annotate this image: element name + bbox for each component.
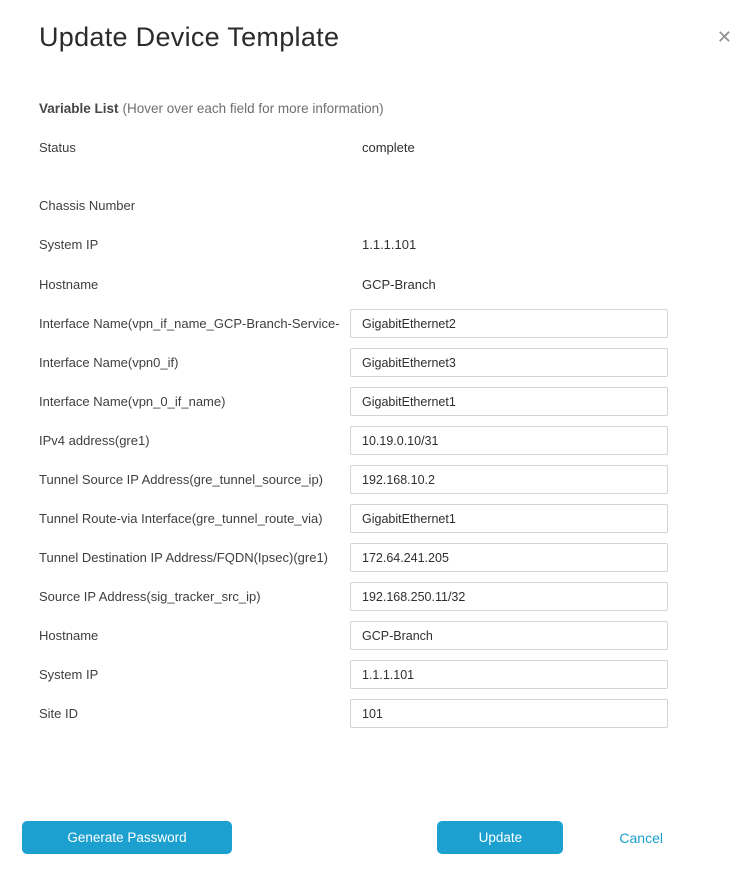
close-icon[interactable]: ✕: [716, 27, 732, 47]
row-interface-name-vpn0-if: [39, 348, 668, 377]
row-status: [39, 139, 668, 155]
variable-list-heading: [39, 101, 752, 117]
site-id-label: Site ID: [39, 706, 79, 721]
row-tunnel-route-via: [39, 504, 668, 533]
row-hostname-static: [39, 276, 668, 292]
ipv4-address-gre1-label: IPv4 address(gre1): [39, 433, 150, 448]
site-id-input[interactable]: [350, 699, 668, 728]
modal-footer: [0, 821, 752, 854]
interface-name-vpn-0-if-name-label: Interface Name(vpn_0_if_name): [39, 394, 226, 409]
interface-name-vpn0-if-input[interactable]: [350, 348, 668, 377]
update-button[interactable]: Update: [437, 821, 563, 854]
row-source-ip-tracker: [39, 582, 668, 611]
interface-name-vpn0-if-label: Interface Name(vpn0_if): [39, 355, 179, 370]
source-ip-tracker-label: Source IP Address(sig_tracker_src_ip): [39, 589, 261, 604]
cancel-button[interactable]: Cancel: [619, 829, 663, 846]
chassis-number-label: Chassis Number: [39, 197, 136, 213]
row-system-ip-input: [39, 660, 668, 689]
hostname-label: Hostname: [39, 276, 99, 292]
status-label: Status: [39, 139, 76, 155]
row-ipv4-address-gre1: [39, 426, 668, 455]
tunnel-route-via-input[interactable]: [350, 504, 668, 533]
row-interface-name-service-vpn: [39, 309, 668, 338]
row-tunnel-destination-ip: [39, 543, 668, 572]
system-ip-label: System IP: [39, 236, 99, 252]
system-ip-value: 1.1.1.101: [362, 236, 417, 252]
variable-list: [39, 139, 668, 728]
interface-name-vpn-0-if-name-input[interactable]: [350, 387, 668, 416]
hostname-value: GCP-Branch: [362, 276, 436, 292]
interface-name-service-vpn-label: Interface Name(vpn_if_name_GCP-Branch-Service-: [39, 316, 340, 331]
tunnel-route-via-label: Tunnel Route-via Interface(gre_tunnel_route_via): [39, 511, 323, 526]
variable-list-label: Variable List: [39, 101, 119, 116]
row-tunnel-source-ip: [39, 465, 668, 494]
page-title: Update Device Template: [39, 22, 340, 52]
hostname-input-label: Hostname: [39, 628, 99, 643]
row-system-ip-static: [39, 236, 668, 252]
row-chassis-number: [39, 197, 668, 213]
tunnel-source-ip-label: Tunnel Source IP Address(gre_tunnel_source_ip): [39, 472, 324, 487]
interface-name-service-vpn-input[interactable]: [350, 309, 668, 338]
row-hostname-input: [39, 621, 668, 650]
system-ip-input-label: System IP: [39, 667, 99, 682]
source-ip-tracker-input[interactable]: [350, 582, 668, 611]
status-value: complete: [362, 139, 415, 155]
tunnel-destination-ip-label: Tunnel Destination IP Address/FQDN(Ipsec)(gre1): [39, 550, 329, 565]
row-site-id: [39, 699, 668, 728]
hostname-input[interactable]: [350, 621, 668, 650]
ipv4-address-gre1-input[interactable]: [350, 426, 668, 455]
variable-list-hint: (Hover over each field for more information): [122, 101, 384, 116]
tunnel-source-ip-input[interactable]: [350, 465, 668, 494]
system-ip-input[interactable]: [350, 660, 668, 689]
generate-password-button[interactable]: Generate Password: [22, 821, 232, 854]
row-interface-name-vpn-0-if-name: [39, 387, 668, 416]
tunnel-destination-ip-input[interactable]: [350, 543, 668, 572]
